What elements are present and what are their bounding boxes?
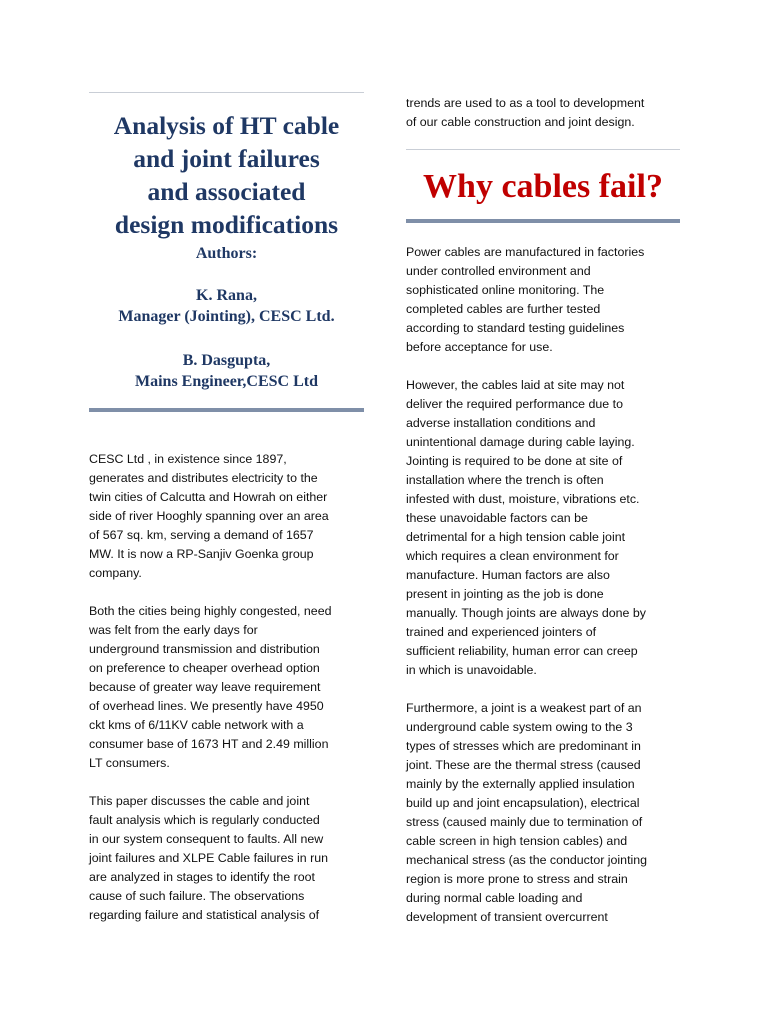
author-2-role: Mains Engineer,CESC Ltd [135, 373, 318, 390]
text-line: trained and experienced jointers of [406, 625, 597, 639]
text-line: However, the cables laid at site may not [406, 378, 625, 392]
text-line: cable screen in high tension cables) and [406, 834, 628, 848]
text-line: present in jointing as the job is done [406, 587, 604, 601]
text-line: sophisticated online monitoring. The [406, 283, 605, 297]
text-line: company. [89, 566, 142, 580]
text-line: development of transient overcurrent [406, 910, 608, 924]
text-line: regarding failure and statistical analysis of [89, 908, 320, 922]
text-line: according to standard testing guidelines [406, 321, 625, 335]
title-line: and associated [147, 177, 306, 206]
author-1-role: Manager (Jointing), CESC Ltd. [118, 308, 335, 325]
text-line: manually. Though joints are always done by [406, 606, 646, 620]
intro-paragraph [406, 94, 680, 132]
text-line: of 567 sq. km, serving a demand of 1657 [89, 528, 314, 542]
text-line: side of river Hooghly spanning over an area [89, 509, 329, 523]
text-line: ckt kms of 6/11KV cable network with a [89, 718, 304, 732]
text-line: Furthermore, a joint is a weakest part of an [406, 701, 642, 715]
text-line: infested with dust, moisture, vibrations etc. [406, 492, 640, 506]
text-line: trends are used to as a tool to development [406, 96, 645, 110]
text-line: manufacture. Human factors are also [406, 568, 610, 582]
text-line: fault analysis which is regularly conducted [89, 813, 320, 827]
text-line: adverse installation conditions and [406, 416, 596, 430]
text-line: Both the cities being highly congested, need [89, 604, 332, 618]
text-line: This paper discusses the cable and joint [89, 794, 310, 808]
text-line: Jointing is required to be done at site of [406, 454, 623, 468]
text-line: under controlled environment and [406, 264, 591, 278]
right-column [406, 94, 680, 927]
text-line: of our cable construction and joint design. [406, 115, 635, 129]
author-divider [89, 408, 364, 412]
author-2-name: B. Dasgupta, [182, 352, 271, 369]
text-line: generates and distributes electricity to the [89, 471, 318, 485]
text-line: was felt from the early days for [89, 623, 258, 637]
text-line: mechanical stress (as the conductor jointing [406, 853, 648, 867]
text-line: types of stresses which are predominant in [406, 739, 641, 753]
text-line: which requires a clean environment for [406, 549, 619, 563]
text-line: before acceptance for use. [406, 340, 553, 354]
left-column [89, 92, 364, 925]
text-line: are analyzed in stages to identify the root [89, 870, 315, 884]
text-line: cause of such failure. The observations [89, 889, 305, 903]
text-line: CESC Ltd , in existence since 1897, [89, 452, 287, 466]
text-line: in which is unavoidable. [406, 663, 537, 677]
text-line: Power cables are manufactured in factories [406, 245, 645, 259]
heading-divider-thin [406, 149, 680, 150]
text-line: because of greater way leave requirement [89, 680, 321, 694]
text-line: deliver the required performance due to [406, 397, 623, 411]
authors-block [89, 243, 364, 392]
text-line: during normal cable loading and [406, 891, 583, 905]
text-line: on preference to cheaper overhead option [89, 661, 320, 675]
authors-label: Authors: [195, 245, 258, 262]
section-heading: Why cables fail? [423, 168, 663, 205]
paragraph [89, 450, 364, 583]
text-line: underground cable system owing to the 3 [406, 720, 633, 734]
text-line: underground transmission and distribution [89, 642, 320, 656]
text-line: MW. It is now a RP-Sanjiv Goenka group [89, 547, 314, 561]
text-line: installation where the trench is often [406, 473, 604, 487]
paragraph [89, 792, 364, 925]
title-line: design modifications [114, 210, 339, 239]
text-line: mainly by the externally applied insulation [406, 777, 635, 791]
text-line: build up and joint encapsulation), electrical [406, 796, 640, 810]
paper-title [89, 109, 364, 241]
heading-divider [406, 219, 680, 223]
top-divider-thin [89, 92, 364, 93]
paragraph [406, 243, 680, 357]
text-line: consumer base of 1673 HT and 2.49 million [89, 737, 329, 751]
text-line: joint failures and XLPE Cable failures in run [89, 851, 328, 865]
paragraph [406, 376, 680, 680]
paragraph [89, 602, 364, 773]
text-line: region is more prone to stress and strain [406, 872, 628, 886]
text-line: detrimental for a high tension cable joint [406, 530, 626, 544]
text-line: LT consumers. [89, 756, 170, 770]
title-line: Analysis of HT cable [113, 111, 340, 140]
text-line: these unavoidable factors can be [406, 511, 588, 525]
text-line: completed cables are further tested [406, 302, 601, 316]
text-line: unintentional damage during cable laying. [406, 435, 635, 449]
text-line: twin cities of Calcutta and Howrah on either [89, 490, 328, 504]
text-line: joint. These are the thermal stress (caused [406, 758, 641, 772]
author-1-name: K. Rana, [196, 287, 257, 304]
title-line: and joint failures [133, 144, 320, 173]
text-line: stress (caused mainly due to termination of [406, 815, 643, 829]
text-line: sufficient reliability, human error can creep [406, 644, 638, 658]
text-line: in our system consequent to faults. All new [89, 832, 324, 846]
paragraph [406, 699, 680, 927]
text-line: of overhead lines. We presently have 4950 [89, 699, 324, 713]
